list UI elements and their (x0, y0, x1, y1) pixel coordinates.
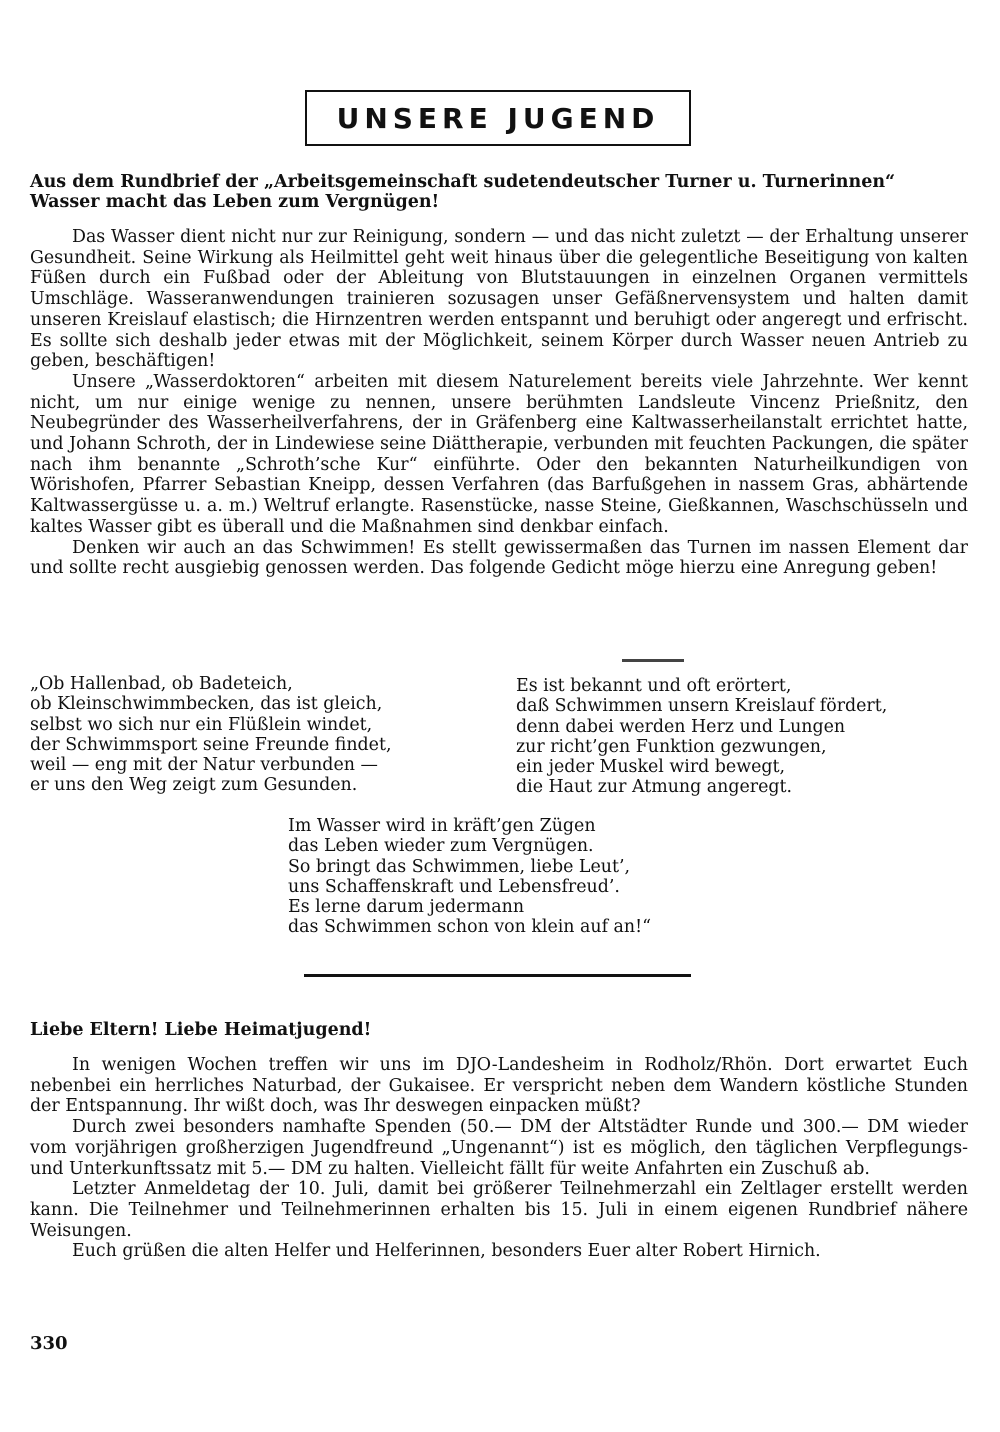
notice-heading: Liebe Eltern! Liebe Heimatjugend! (30, 1020, 372, 1040)
section-title-box (305, 90, 691, 146)
notice-body (30, 1055, 968, 1262)
poem-line: „Ob Hallenbad, ob Badeteich, (30, 674, 293, 694)
ornament-dash (622, 659, 684, 662)
paragraph: Letzter Anmeldetag der 10. Juli, damit bei größerer Teilnehmerzahl ein Zeltlager erstellt werden kann. Die Teilnehmer und Teilnehmerinnen erhalten bis 15. Juli in einem eigenen Rundbrief nähere Weisungen. (30, 1179, 968, 1241)
poem-line: ob Kleinschwimmbecken, das ist gleich, (30, 694, 383, 715)
poem-line: das Schwimmen schon von klein auf an!“ (288, 917, 652, 938)
poem-line: So bringt das Schwimmen, liebe Leut’, (288, 856, 631, 877)
poem-line: selbst wo sich nur ein Flüßlein windet, (30, 714, 373, 735)
paragraph: Denken wir auch an das Schwimmen! Es stellt gewissermaßen das Turnen im nassen Element dar und sollte recht ausgiebig genossen werden. Das folgende Gedicht möge hierzu eine Anregung geben! (30, 537, 968, 579)
paragraph: Unsere „Wasserdoktoren“ arbeiten mit diesem Naturelement bereits viele Jahrzehnte. Wer kennt nicht, um nur einige wenige zu nennen, unsere berühmten Landsleute Vincenz Prießnitz, den Neubegründer des Wasserheilverfahrens, der in Gräfenberg eine Kaltwasserheilanstalt errichtet hatte, und Johann Schroth, der in Lindewiese seine Diättherapie, verbunden mit feuchten Packungen, die später nach ihm benannte „Schroth’sche Kur“ einführte. Oder den bekannten Naturheilkundigen von Wörishofen, Pfarrer Sebastian Kneipp, dessen Verfahren (das Barfußgehen in nassem Gras, abhärtende Kaltwassergüsse u. a. m.) Weltruf erlangte. Rasenstücke, nasse Steine, Gießkannen, Waschschüsseln und kaltes Wasser gibt es überall und die Maßnahmen sind denkbar einfach. (30, 371, 968, 537)
paragraph: Das Wasser dient nicht nur zur Reinigung, sondern — und das nicht zuletzt — der Erhaltung unserer Gesundheit. Seine Wirkung als Heilmittel geht weit hinaus über die gelegentliche Beseitigung von kalten Füßen durch ein Fußbad oder der Ableitung von Blutstauungen in einzelnen Organen vermittels Umschläge. Wasseranwendungen trainieren sozusagen unser Gefäßnervensystem und halten damit unseren Kreislauf elastisch; die Hirnzentren werden entspannt und beruhigt oder angeregt und erfrischt. Es sollte sich deshalb jeder etwas mit der Möglichkeit, seinem Körper durch Wasser neuen Antrieb zu geben, beschäftigen! (30, 227, 968, 372)
poem-stanza-left (30, 674, 391, 796)
poem-line: daß Schwimmen unsern Kreislauf fördert, (516, 696, 888, 717)
poem-line: denn dabei werden Herz und Lungen (516, 716, 846, 737)
section-title: UNSERE JUGEND (336, 101, 660, 135)
paragraph: In wenigen Wochen treffen wir uns im DJO-Landesheim in Rodholz/Rhön. Dort erwartet Euch nebenbei ein herrliches Naturbad, der Gukaisee. Er verspricht neben dem Wandern köstliche Stunden der Entspannung. Ihr wißt doch, was Ihr deswegen einpacken müßt? (30, 1055, 968, 1117)
poem-line: das Leben wieder zum Vergnügen. (288, 836, 594, 857)
paragraph: Durch zwei besonders namhafte Spenden (50.— DM der Altstädter Runde und 300.— DM wieder vom vorjährigen großherzigen Jugendfreund „Ungenannt“) ist es möglich, den täglichen Verpflegungs- und Unterkunftssatz mit 5.— DM zu halten. Vielleicht fällt für weite Anfahrten ein Zuschuß ab. (30, 1117, 968, 1179)
poem-line: die Haut zur Atmung angeregt. (516, 777, 793, 798)
poem-line: der Schwimmsport seine Freunde findet, (30, 734, 392, 755)
section-divider (304, 974, 691, 977)
article-body (30, 227, 968, 579)
poem-line: uns Schaffenskraft und Lebensfreud’. (288, 876, 620, 897)
poem-line: Es ist bekannt und oft erörtert, (516, 676, 792, 696)
article-source-heading: Aus dem Rundbrief der „Arbeitsgemeinschaft sudetendeutscher Turner u. Turnerinnen“ (30, 172, 896, 192)
poem-line: er uns den Weg zeigt zum Gesunden. (30, 775, 358, 796)
article-title: Wasser macht das Leben zum Vergnügen! (30, 192, 440, 212)
poem-stanza-right (516, 676, 887, 798)
paragraph: Euch grüßen die alten Helfer und Helferinnen, besonders Euer alter Robert Hirnich. (72, 1241, 821, 1262)
page-number: 330 (30, 1333, 68, 1354)
poem-line: ein jeder Muskel wird bewegt, (516, 757, 786, 778)
poem-line: Es lerne darum jedermann (288, 897, 525, 918)
poem-line: weil — eng mit der Natur verbunden — (30, 755, 378, 776)
poem-stanza-center (288, 816, 651, 938)
poem-line: Im Wasser wird in kräft’gen Zügen (288, 816, 596, 836)
poem-line: zur richt’gen Funktion gezwungen, (516, 736, 827, 757)
